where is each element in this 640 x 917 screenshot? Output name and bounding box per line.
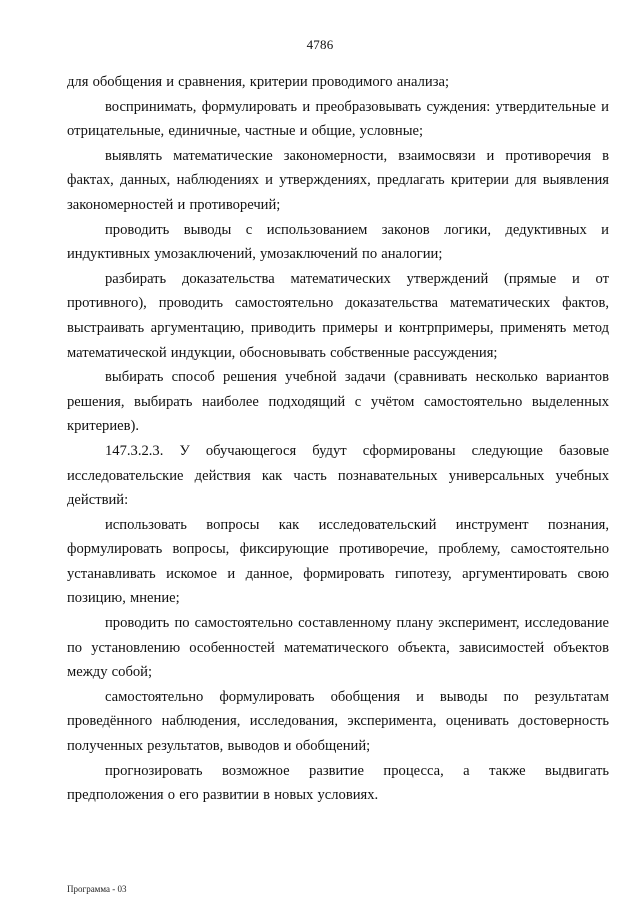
paragraph-section-147-3-2-3: 147.3.2.3. У обучающегося будут сформированы следующие базовые исследовательские действия как часть познавательных универсальных учебных действий:	[67, 442, 609, 509]
body-text	[67, 70, 609, 808]
paragraph-proofs: разбирать доказательства математических утверждений (прямые и от противного), проводить самостоятельно доказательства математических фактов, выстраивать аргументацию, приводить примеры и контрпримеры, применять метод математической индукции, обосновывать собственные рассуждения;	[67, 270, 609, 361]
paragraph-patterns: выявлять математические закономерности, взаимосвязи и противоречия в фактах, данных, наблюдениях и утверждениях, предлагать критерии для выявления закономерностей и противоречий;	[67, 147, 609, 213]
paragraph-judgments: воспринимать, формулировать и преобразовывать суждения: утвердительные и отрицательные, единичные, частные и общие, условные;	[67, 98, 609, 140]
paragraph-generalizations: самостоятельно формулировать обобщения и выводы по результатам проведённого наблюдения, исследования, эксперимента, оценивать достоверность полученных результатов, выводов и обобщений;	[67, 688, 609, 755]
page-footer: Программа - 03	[67, 884, 127, 894]
paragraph-experiment: проводить по самостоятельно составленному плану эксперимент, исследование по установлению особенностей математического объекта, зависимостей объектов между собой;	[67, 615, 609, 681]
paragraph-forecast: прогнозировать возможное развитие процесса, а также выдвигать предположения о его развитии в новых условиях.	[67, 762, 609, 804]
paragraph-continuation: для обобщения и сравнения, критерии проводимого анализа;	[67, 74, 450, 90]
paragraph-solution-method: выбирать способ решения учебной задачи (сравнивать несколько вариантов решения, выбирать наиболее подходящий с учётом самостоятельно выделенных критериев).	[67, 369, 609, 435]
paragraph-questions: использовать вопросы как исследовательский инструмент познания, формулировать вопросы, фиксирующие противоречие, проблему, самостоятельно устанавливать искомое и данное, формировать гипотезу, аргументировать свою позицию, мнение;	[67, 516, 609, 607]
paragraph-conclusions: проводить выводы с использованием законов логики, дедуктивных и индуктивных умозаключений, умозаключений по аналогии;	[67, 221, 609, 263]
page-number: 4786	[306, 37, 334, 52]
